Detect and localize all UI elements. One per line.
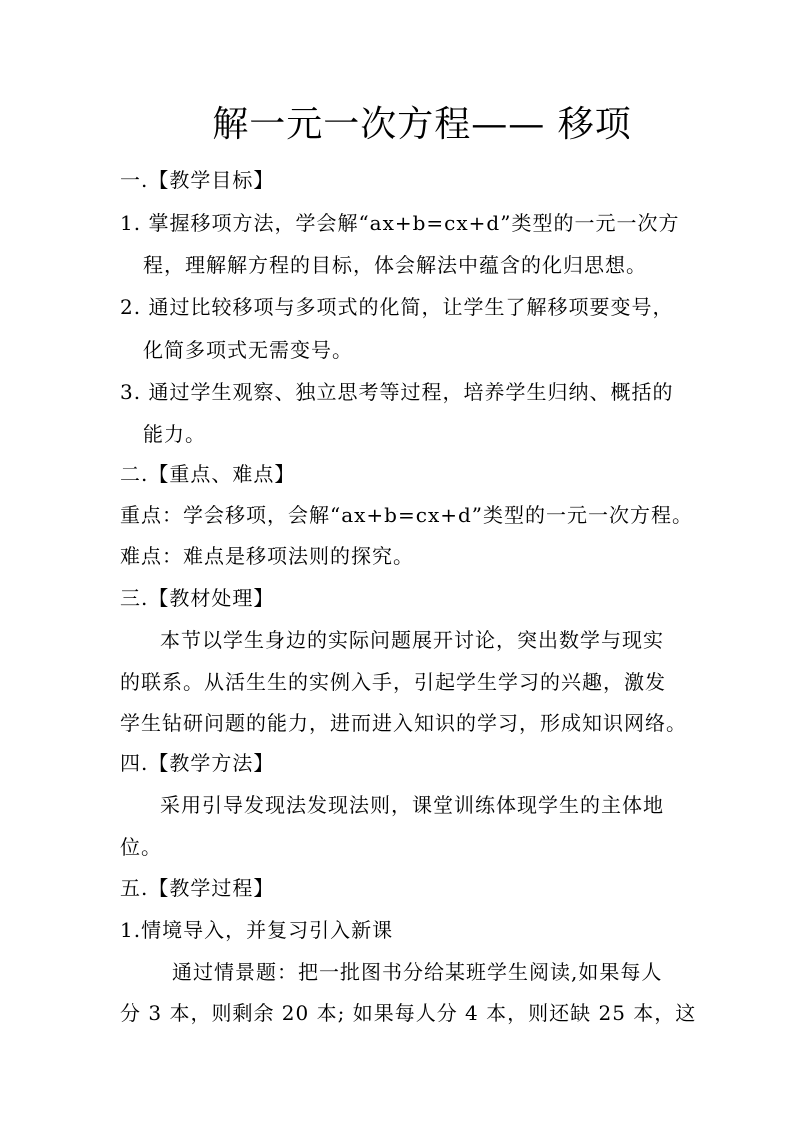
process-step-1-heading: 1.情境导入，并复习引入新课: [120, 918, 394, 942]
section-heading-material: 三.【教材处理】: [120, 586, 275, 610]
section-heading-objectives: 一.【教学目标】: [120, 168, 275, 192]
difficult-point-text: 难点：难点是移项法则的探究。: [120, 544, 414, 568]
material-paragraph-line-3: 学生钻研问题的能力，进而进入知识的学习，形成知识网络。: [120, 711, 687, 735]
method-paragraph-line-1: 采用引导发现法发现法则，课堂训练体现学生的主体地: [160, 793, 664, 817]
objective-2-line-1: 2. 通过比较移项与多项式的化简，让学生了解移项要变号，: [120, 295, 674, 319]
section-heading-process: 五.【教学过程】: [120, 876, 275, 900]
objective-1-line-2: 程，理解解方程的目标，体会解法中蕴含的化归思想。: [143, 253, 647, 277]
process-paragraph-line-1: 通过情景题：把一批图书分给某班学生阅读,如果每人: [172, 960, 663, 984]
objective-3-line-1: 3. 通过学生观察、独立思考等过程，培养学生归纳、概括的: [120, 380, 674, 404]
method-paragraph-line-2: 位。: [120, 835, 162, 859]
material-paragraph-line-1: 本节以学生身边的实际问题展开讨论，突出数学与现实: [160, 628, 664, 652]
document-title: 解一元一次方程—— 移项: [212, 104, 632, 145]
objective-1-line-1: 1. 掌握移项方法，学会解“ax+b=cx+d”类型的一元一次方: [120, 211, 680, 235]
process-paragraph-line-2: 分 3 本，则剩余 20 本; 如果每人分 4 本，则还缺 25 本，这: [120, 1001, 697, 1025]
section-heading-key-points: 二.【重点、难点】: [120, 462, 296, 486]
objective-3-line-2: 能力。: [143, 422, 206, 446]
material-paragraph-line-2: 的联系。从活生生的实例入手，引起学生学习的兴趣，激发: [120, 670, 666, 694]
section-heading-method: 四.【教学方法】: [120, 751, 275, 775]
key-point-text: 重点：学会移项，会解“ax+b=cx+d”类型的一元一次方程。: [120, 503, 694, 527]
objective-2-line-2: 化简多项式无需变号。: [143, 338, 353, 362]
